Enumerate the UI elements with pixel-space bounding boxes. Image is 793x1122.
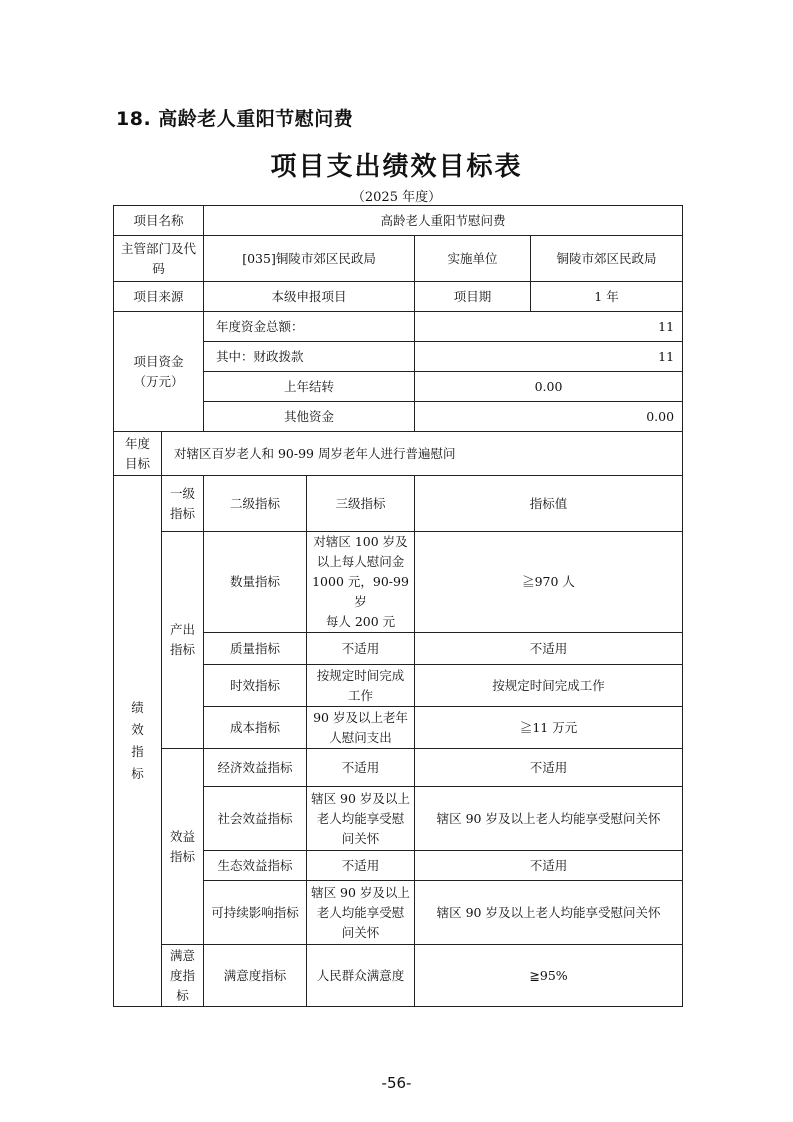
output-value: 不适用 xyxy=(415,633,683,665)
output-l3: 不适用 xyxy=(307,633,415,665)
page-title: 项目支出绩效目标表 xyxy=(270,152,523,182)
funds-total-value: 11 xyxy=(415,312,683,342)
benefit-value: 不适用 xyxy=(415,851,683,881)
satisfaction-value: ≧95% xyxy=(415,945,683,1007)
output-l3: 按规定时间完成 工作 xyxy=(307,665,415,707)
satisfaction-l3: 人民群众满意度 xyxy=(307,945,415,1007)
level3-header: 三级指标 xyxy=(307,476,415,532)
output-label: 产出 指标 xyxy=(162,532,204,749)
performance-label: 绩 效 指 标 xyxy=(114,476,162,1007)
output-value: 按规定时间完成工作 xyxy=(415,665,683,707)
annual-goal-label: 年度 目标 xyxy=(114,432,162,476)
section-heading: 18. 高龄老人重阳节慰问费 xyxy=(116,108,354,130)
benefit-l3: 不适用 xyxy=(307,851,415,881)
output-value: ≧11 万元 xyxy=(415,707,683,749)
funds-fiscal-label: 其中：财政拨款 xyxy=(204,342,415,372)
benefit-l3: 辖区 90 岁及以上 老人均能享受慰 问关怀 xyxy=(307,787,415,851)
output-l2: 数量指标 xyxy=(204,532,307,633)
satisfaction-label: 满意 度指 标 xyxy=(162,945,204,1007)
impl-unit-label: 实施单位 xyxy=(415,236,531,282)
source-value: 本级申报项目 xyxy=(204,282,415,312)
output-l3: 对辖区 100 岁及 以上每人慰问金 1000 元，90-99 岁 每人 200 元 xyxy=(307,532,415,633)
funds-carry-value: 0.00 xyxy=(415,372,683,402)
funds-total-label: 年度资金总额： xyxy=(204,312,415,342)
benefit-value: 不适用 xyxy=(415,749,683,787)
project-name-value: 高龄老人重阳节慰问费 xyxy=(204,206,683,236)
level2-header: 二级指标 xyxy=(204,476,307,532)
funds-label: 项目资金 （万元） xyxy=(114,312,204,432)
funds-carry-label: 上年结转 xyxy=(204,372,415,402)
period-label: 项目期 xyxy=(415,282,531,312)
benefit-label: 效益 指标 xyxy=(162,749,204,945)
benefit-l3: 不适用 xyxy=(307,749,415,787)
value-header: 指标值 xyxy=(415,476,683,532)
annual-goal-value: 对辖区百岁老人和 90-99 周岁老年人进行普遍慰问 xyxy=(162,432,683,476)
source-label: 项目来源 xyxy=(114,282,204,312)
output-l2: 质量指标 xyxy=(204,633,307,665)
project-name-label: 项目名称 xyxy=(114,206,204,236)
benefit-l3: 辖区 90 岁及以上 老人均能享受慰 问关怀 xyxy=(307,881,415,945)
satisfaction-l2: 满意度指标 xyxy=(204,945,307,1007)
page-number: -56- xyxy=(381,1074,412,1092)
output-value: ≧970 人 xyxy=(415,532,683,633)
performance-table xyxy=(113,205,683,1007)
output-l3: 90 岁及以上老年 人慰问支出 xyxy=(307,707,415,749)
department-value: [035]铜陵市郊区民政局 xyxy=(204,236,415,282)
funds-other-value: 0.00 xyxy=(415,402,683,432)
output-l2: 成本指标 xyxy=(204,707,307,749)
funds-other-label: 其他资金 xyxy=(204,402,415,432)
benefit-l2: 经济效益指标 xyxy=(204,749,307,787)
benefit-l2: 可持续影响指标 xyxy=(204,881,307,945)
output-l2: 时效指标 xyxy=(204,665,307,707)
level1-header: 一级 指标 xyxy=(162,476,204,532)
benefit-value: 辖区 90 岁及以上老人均能享受慰问关怀 xyxy=(415,881,683,945)
benefit-l2: 社会效益指标 xyxy=(204,787,307,851)
benefit-value: 辖区 90 岁及以上老人均能享受慰问关怀 xyxy=(415,787,683,851)
funds-fiscal-value: 11 xyxy=(415,342,683,372)
benefit-l2: 生态效益指标 xyxy=(204,851,307,881)
year-label: （2025 年度） xyxy=(351,190,442,205)
period-value: 1 年 xyxy=(531,282,683,312)
department-label: 主管部门及代码 xyxy=(114,236,204,282)
impl-unit-value: 铜陵市郊区民政局 xyxy=(531,236,683,282)
